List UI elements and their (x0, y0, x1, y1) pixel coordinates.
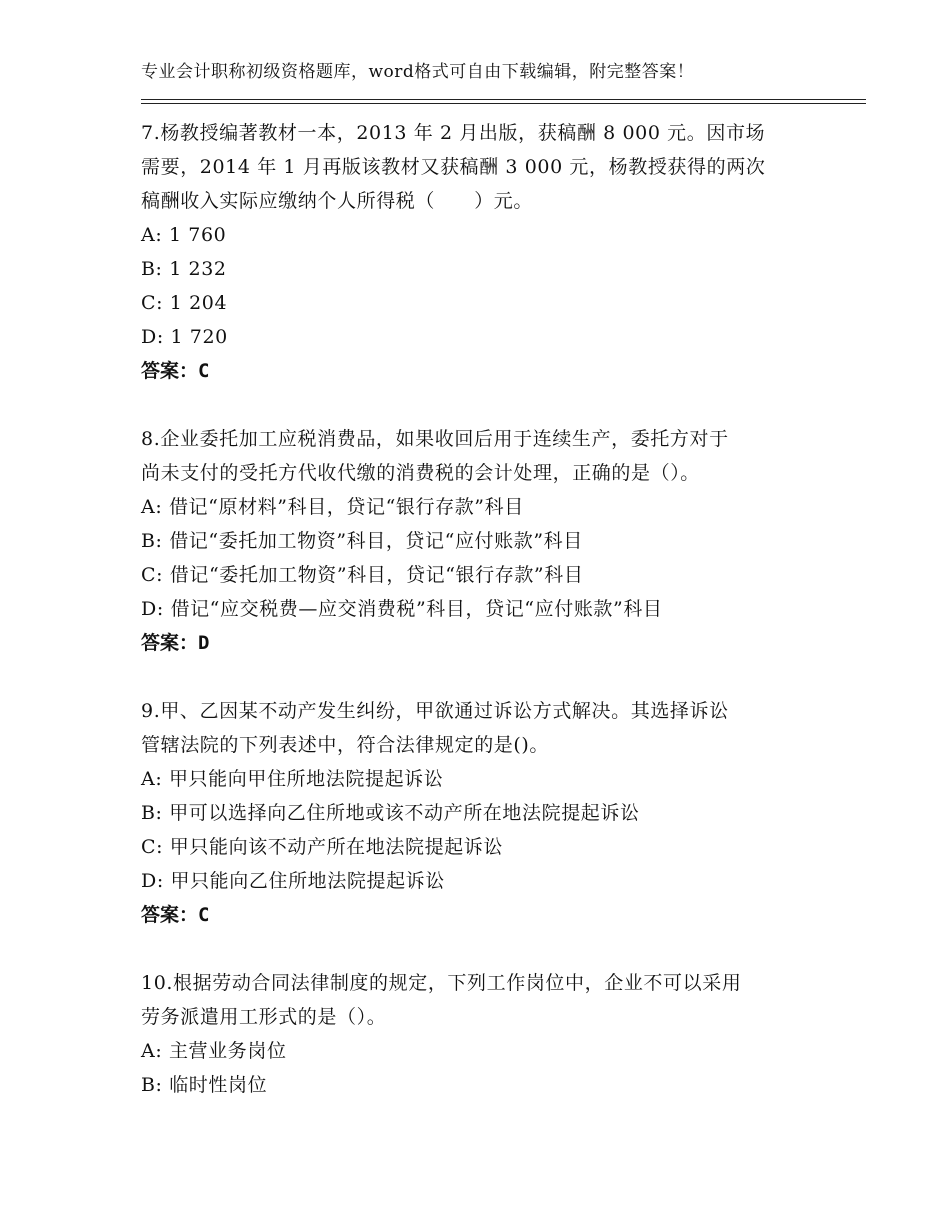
answer-option: B: 1 232 (141, 258, 227, 280)
question-block (141, 116, 821, 388)
question-list (141, 116, 821, 1136)
question-stem-line: 需要，2014 年 1 月再版该教材又获稿酬 3 000 元，杨教授获得的两次 (141, 156, 766, 178)
answer-key (141, 354, 821, 388)
answer-option: A: 甲只能向甲住所地法院提起诉讼 (141, 768, 444, 790)
question-stem-line: 尚未支付的受托方代收代缴的消费税的会计处理，正确的是（）。 (141, 462, 700, 484)
answer-option: A: 主营业务岗位 (141, 1040, 287, 1062)
answer-option: D: 借记“应交税费—应交消费税”科目，贷记“应付账款”科目 (141, 598, 663, 620)
answer-key (141, 898, 821, 932)
question-block (141, 694, 821, 932)
answer-option: C: 甲只能向该不动产所在地法院提起诉讼 (141, 836, 503, 858)
question-block (141, 422, 821, 660)
answer-option: B: 临时性岗位 (141, 1074, 268, 1096)
header-divider-bottom (141, 103, 866, 104)
answer-option: D: 甲只能向乙住所地法院提起诉讼 (141, 870, 445, 892)
question-stem-line: 管辖法院的下列表述中，符合法律规定的是()。 (141, 734, 550, 756)
question-stem-line: 8.企业委托加工应税消费品，如果收回后用于连续生产，委托方对于 (141, 428, 729, 450)
question-stem-line: 7.杨教授编著教材一本，2013 年 2 月出版，获稿酬 8 000 元。因市场 (141, 122, 766, 144)
page-header: 专业会计职称初级资格题库，word格式可自由下载编辑，附完整答案！ (141, 62, 695, 82)
answer-option: B: 借记“委托加工物资”科目，贷记“应付账款”科目 (141, 530, 583, 552)
question-block (141, 966, 821, 1102)
answer-option: D: 1 720 (141, 326, 228, 348)
question-stem-line: 劳务派遣用工形式的是（）。 (141, 1006, 387, 1028)
answer-option: A: 1 760 (141, 224, 227, 246)
answer-label: 答案： (141, 360, 199, 382)
answer-value: D (198, 632, 210, 654)
answer-key (141, 626, 821, 660)
answer-value: C (198, 904, 210, 926)
question-stem-line: 9.甲、乙因某不动产发生纠纷，甲欲通过诉讼方式解决。其选择诉讼 (141, 700, 729, 722)
answer-value: C (198, 360, 210, 382)
answer-option: B: 甲可以选择向乙住所地或该不动产所在地法院提起诉讼 (141, 802, 640, 824)
answer-option: A: 借记“原材料”科目，贷记“银行存款”科目 (141, 496, 524, 518)
answer-label: 答案： (141, 632, 199, 654)
answer-option: C: 借记“委托加工物资”科目，贷记“银行存款”科目 (141, 564, 584, 586)
question-stem-line: 10.根据劳动合同法律制度的规定，下列工作岗位中，企业不可以采用 (141, 972, 742, 994)
answer-label: 答案： (141, 904, 199, 926)
header-divider-top (141, 99, 866, 100)
answer-option: C: 1 204 (141, 292, 228, 314)
question-stem-line: 稿酬收入实际应缴纳个人所得税（ ）元。 (141, 190, 534, 212)
